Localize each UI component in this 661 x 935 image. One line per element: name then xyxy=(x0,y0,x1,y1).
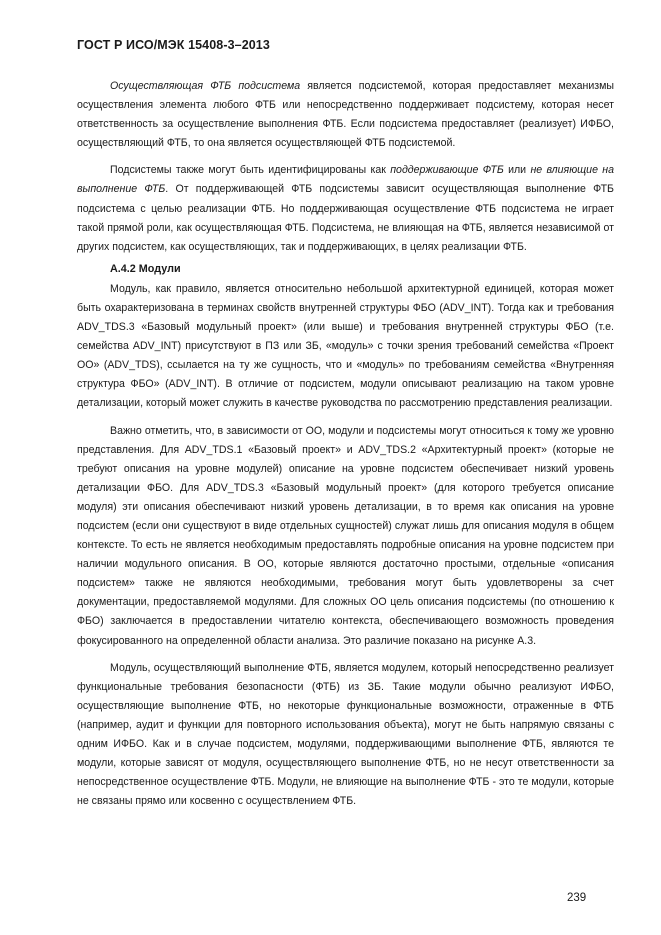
document-body xyxy=(77,77,614,819)
section-heading: А.4.2 Модули xyxy=(110,262,181,275)
paragraph-text: . От поддерживающей ФТБ подсистемы зависит осуществляющая выполнение ФТБ подсистема с целью реализации ФТБ. Но поддерживающая осуществление ФТБ подсистема не играет такой прямой роли, как осуществляющая ФТБ. Подсистема, не влияющая на ФТБ, является независимой от других подсистем, как осуществляющих, так и поддерживающих, в целях реализации ФТБ. xyxy=(77,183,614,253)
paragraph-subsystem-types xyxy=(77,161,614,256)
term-enforcing-subsystem: Осуществляющая ФТБ подсистема xyxy=(110,80,301,92)
term-non-interfering: не влияющие на выполнение ФТБ xyxy=(77,164,615,196)
document-header: ГОСТ Р ИСО/МЭК 15408-3–2013 xyxy=(77,38,270,52)
paragraph-module-enforcing: Модуль, осуществляющий выполнение ФТБ, является модулем, который непосредственно реализует функциональные требования безопасности (ФТБ) из ЗБ. Такие модули обычно реализуют ИФБО, осуществляющие выполнение ФТБ, но некоторые функциональные возможности, отраженные в ФТБ (например, аудит и функции для повторного использования объекта), могут не быть напрямую связаны с одним ИФБО. Как и в случае подсистем, модулями, поддерживающими выполнение ФТБ, являются те модули, которые зависят от модуля, осуществляющего выполнение ФТБ, но не несут ответственности за непосредственное осуществление ФТБ. Модули, не влияющие на выполнение ФТБ - это те модули, которые не связаны прямо или косвенно с осуществлением ФТБ. xyxy=(77,661,614,808)
page-number: 239 xyxy=(567,892,587,904)
paragraph-module-levels: Важно отметить, что, в зависимости от ОО, модули и подсистемы могут относиться к тому же уровню представления. Для ADV_TDS.1 «Базовый проект» и ADV_TDS.2 «Архитектурный проект» (которые не требуют описания на уровне модулей) описание на уровне подсистем обеспечивает низкий уровень детализации ФБО. Для ADV_TDS.3 «Базовый модульный проект» (для которого требуется описание модуля) эти описания обеспечивают низкий уровень детализации, в то время как описания на уровне подсистем (если они существуют в виде отдельных сущностей) служат лишь для описания модуля в общем контексте. То есть не является необходимым предоставлять подробные описания на уровне подсистем при наличии модульного описания. В ОО, которые являются достаточно простыми, отдельные «описания подсистем» также не являются необходимыми, требования могут быть удовлетворены за счет документации, предоставляемой модулями. Для сложных ОО цель описания подсистемы (по отношению к ФБО) заключается в предоставлении читателю контекста, обеспечивающего возможность проведения фокусированного на определенной области анализа. Это различие показано на рисунке А.3. xyxy=(77,424,614,647)
term-supporting: поддерживающие ФТБ xyxy=(390,164,504,177)
paragraph-text: или xyxy=(503,164,531,177)
paragraph-subsystem-definition xyxy=(77,77,614,153)
paragraph-text: Подсистемы также могут быть идентифицированы как xyxy=(110,164,391,177)
paragraph-module-definition: Модуль, как правило, является относительно небольшой архитектурной единицей, которая может быть охарактеризована в терминах свойств внутренней структуры ФБО (ADV_INT). Тогда как и требования ADV_TDS.3 «Базовый модульный проект» (или выше) и требования внутренней структуры ФБО (т.е. семейства ADV_INT) присутствуют в ПЗ или ЗБ, «модуль» с точки зрения требований семейства «Проект ОО» (ADV_TDS), ссылается на ту же сущность, что и «модуль» по требованиям семейства «Внутренняя структура ФБО» (ADV_INT). В отличие от подсистем, модули описывают реализацию на таком уровне детализации, который может служить в качестве руководства по рассмотрению представления реализации. xyxy=(77,282,614,410)
paragraph-text: является подсистемой, которая предоставляет механизмы осуществления элемента любого ФТБ или непосредственно поддерживает подсистему, которая несет ответственность за осуществление выполнения ФТБ. Если подсистема предоставляет (реализует) ИФБО, осуществляющий ФТБ, то она является осуществляющей ФТБ подсистемой. xyxy=(77,80,614,150)
